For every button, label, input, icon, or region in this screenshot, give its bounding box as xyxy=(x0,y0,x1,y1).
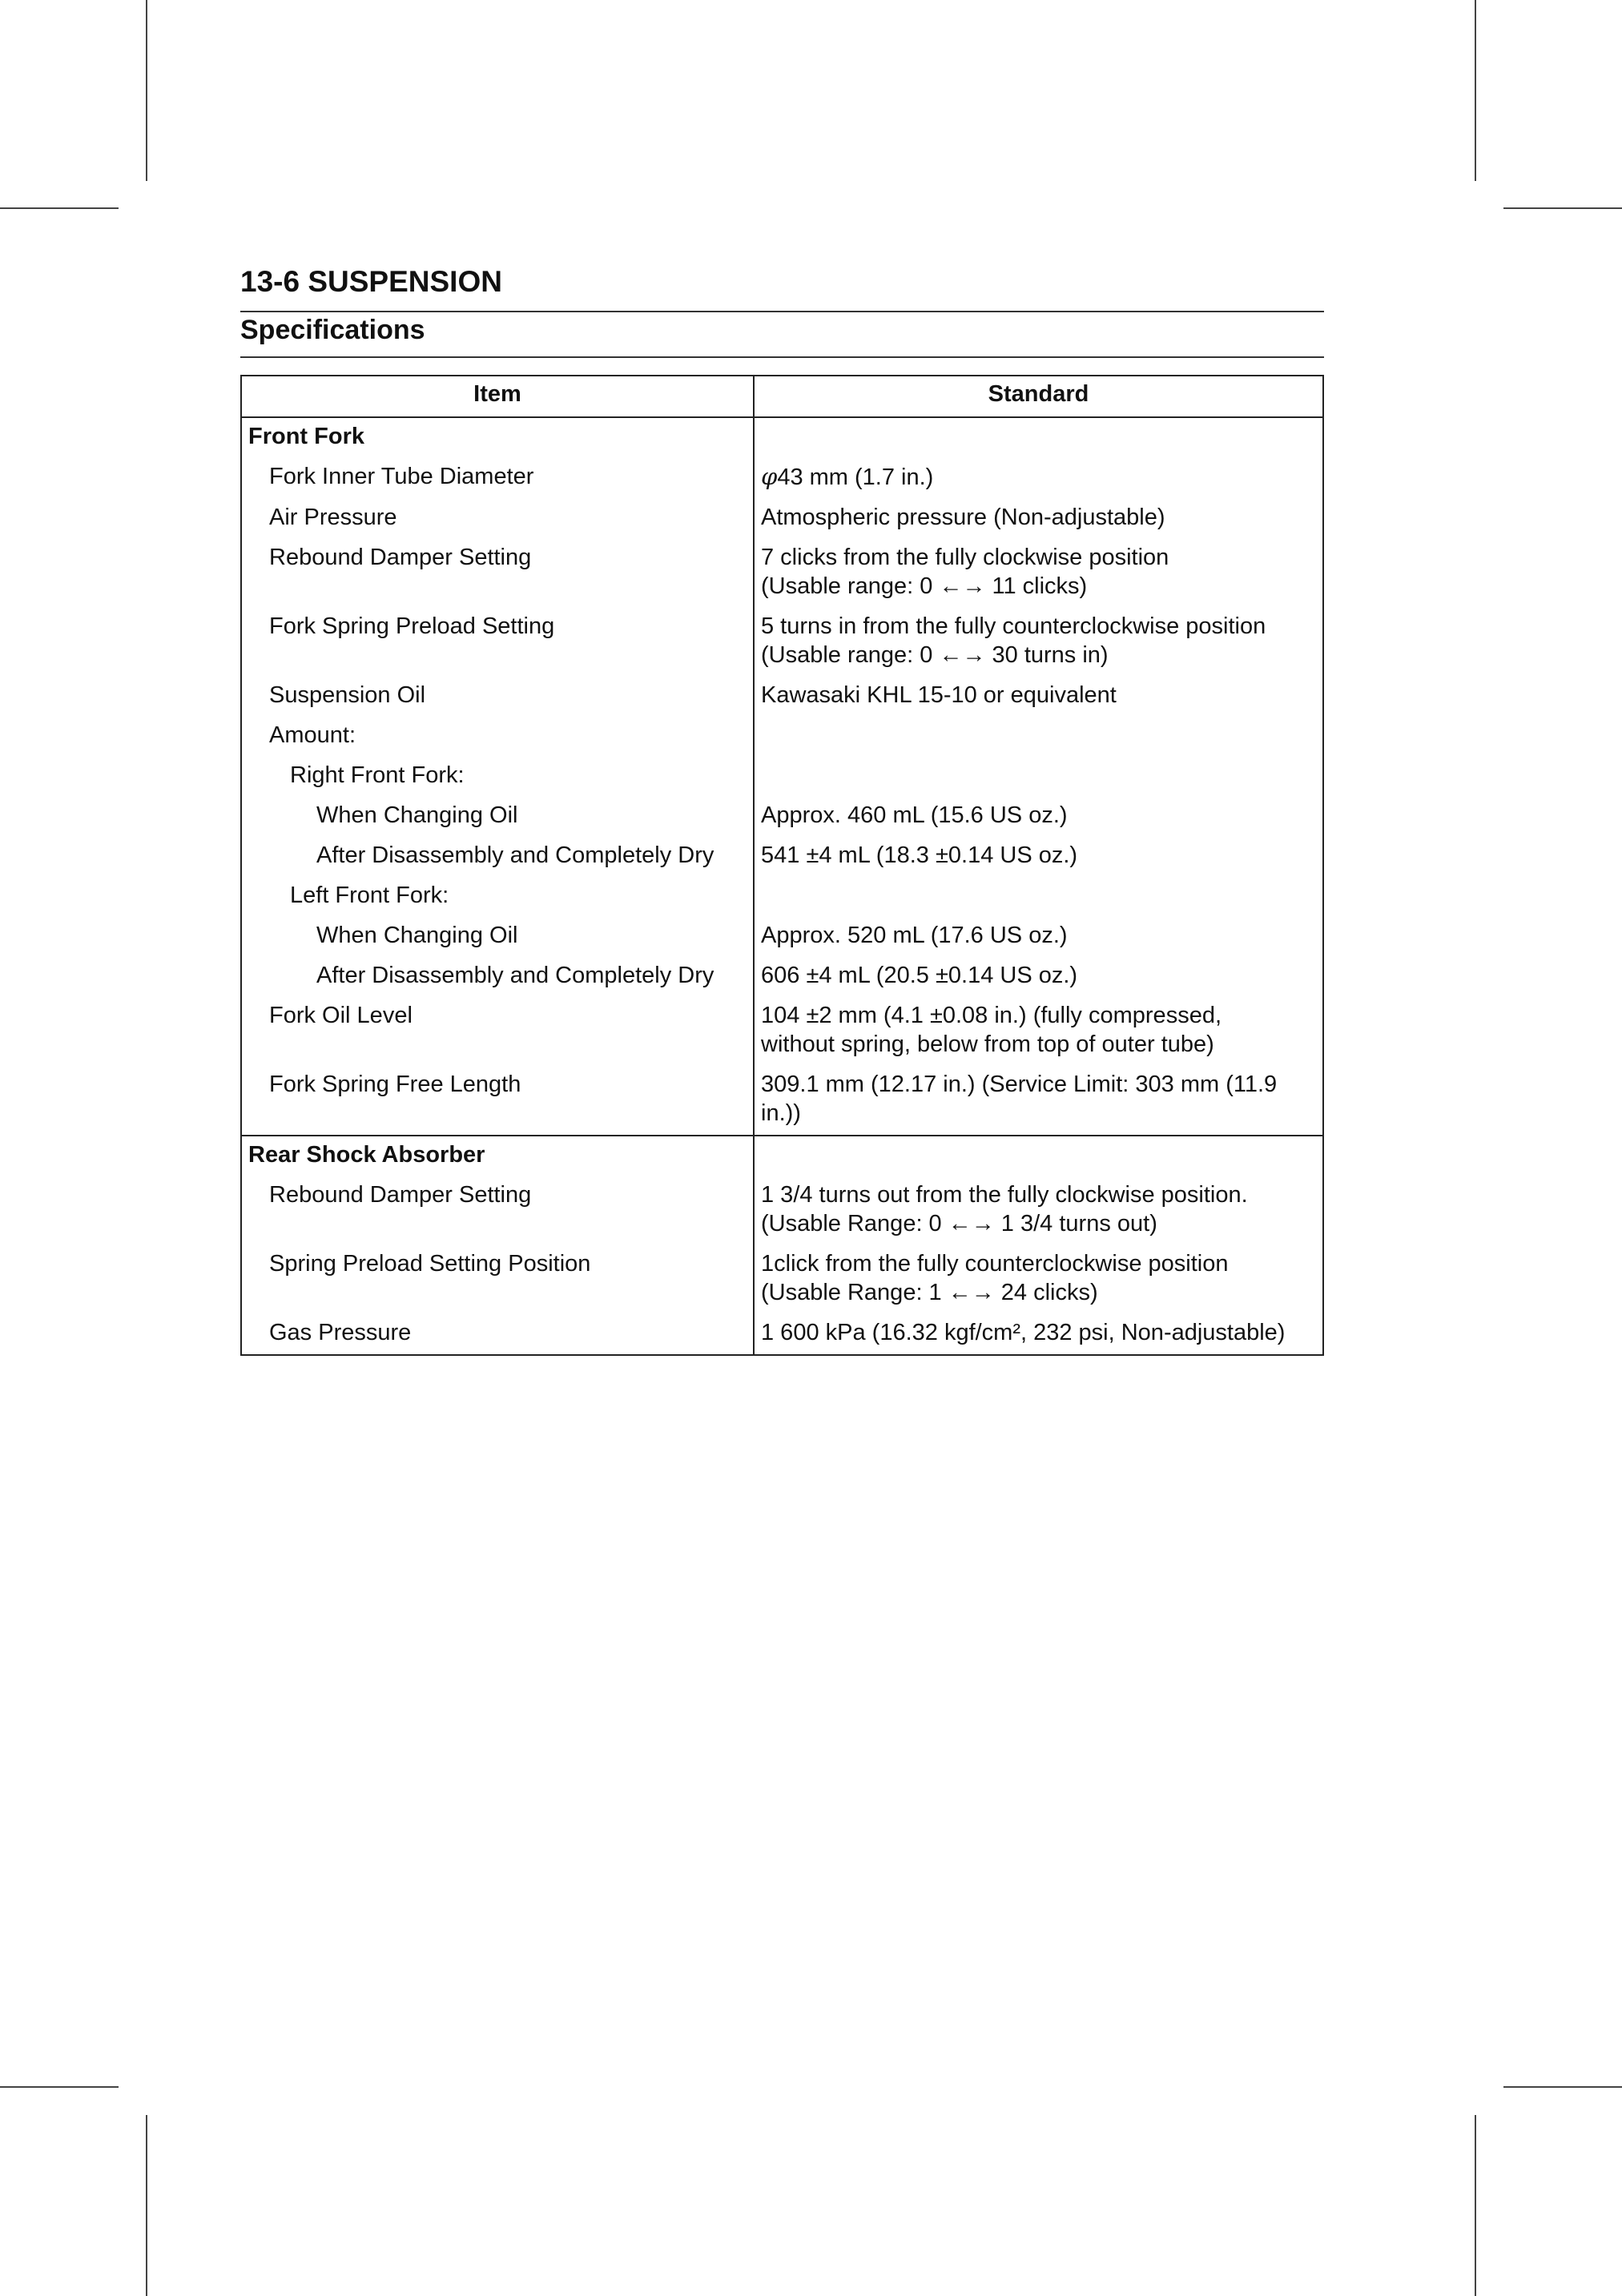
section-title: Specifications xyxy=(240,315,425,345)
item-label: Fork Spring Free Length xyxy=(241,1066,754,1136)
table-row xyxy=(241,797,1323,837)
group-row-rear-shock xyxy=(241,1136,1323,1176)
standard-value: 606 ±4 mL (20.5 ±0.14 US oz.) xyxy=(754,957,1323,997)
crop-mark xyxy=(146,0,147,181)
value-line: 104 ±2 mm (4.1 ±0.08 in.) (fully compressed, xyxy=(761,1003,1222,1028)
header-rule xyxy=(240,311,1324,312)
standard-value xyxy=(754,1066,1323,1136)
value-line: (Usable range: 0 ←→ 11 clicks) xyxy=(761,573,1088,599)
item-label: Rebound Damper Setting xyxy=(241,1176,754,1245)
group-label: Front Fork xyxy=(241,417,754,458)
value-line: (Usable Range: 1 ←→ 24 clicks) xyxy=(761,1280,1098,1305)
standard-value xyxy=(754,539,1323,608)
standard-value: Atmospheric pressure (Non-adjustable) xyxy=(754,499,1323,539)
empty-cell xyxy=(754,717,1323,757)
table-row xyxy=(241,539,1323,608)
empty-cell xyxy=(754,417,1323,458)
column-header-standard: Standard xyxy=(754,376,1323,417)
standard-value xyxy=(754,608,1323,677)
value-line: 309.1 mm (12.17 in.) (Service Limit: 303 mm (11.9 xyxy=(761,1072,1278,1097)
section-rule xyxy=(240,356,1324,358)
table-row xyxy=(241,997,1323,1066)
group-row-front-fork xyxy=(241,417,1323,458)
value-text: 43 mm (1.7 in.) xyxy=(777,464,934,490)
table-row xyxy=(241,757,1323,797)
value-line: in.)) xyxy=(761,1100,801,1126)
table-row xyxy=(241,677,1323,717)
table-row xyxy=(241,1066,1323,1136)
item-label: Fork Inner Tube Diameter xyxy=(241,458,754,499)
value-line: without spring, below from top of outer tube) xyxy=(761,1031,1214,1057)
crop-mark xyxy=(1503,207,1622,209)
item-label: Fork Spring Preload Setting xyxy=(241,608,754,677)
crop-mark xyxy=(1475,0,1476,181)
table-row xyxy=(241,608,1323,677)
value-line: 1 3/4 turns out from the fully clockwise position. xyxy=(761,1182,1248,1208)
standard-value xyxy=(754,1176,1323,1245)
item-label: Fork Oil Level xyxy=(241,997,754,1066)
table-row xyxy=(241,837,1323,877)
standard-value: Approx. 520 mL (17.6 US oz.) xyxy=(754,917,1323,957)
standard-value xyxy=(754,1245,1323,1314)
table-header-row xyxy=(241,376,1323,417)
item-label: When Changing Oil xyxy=(241,797,754,837)
table-row xyxy=(241,1176,1323,1245)
diameter-symbol: φ xyxy=(761,463,778,490)
standard-value: 1 600 kPa (16.32 kgf/cm², 232 psi, Non-adjustable) xyxy=(754,1314,1323,1355)
value-line: 7 clicks from the fully clockwise position xyxy=(761,545,1169,570)
table-row xyxy=(241,957,1323,997)
value-line: 1click from the fully counterclockwise position xyxy=(761,1251,1229,1277)
table-row xyxy=(241,917,1323,957)
standard-value xyxy=(754,458,1323,499)
empty-cell xyxy=(754,877,1323,917)
crop-mark xyxy=(0,2086,119,2088)
crop-mark xyxy=(1503,2086,1622,2088)
standard-value: Approx. 460 mL (15.6 US oz.) xyxy=(754,797,1323,837)
item-label: When Changing Oil xyxy=(241,917,754,957)
value-line: (Usable range: 0 ←→ 30 turns in) xyxy=(761,642,1109,668)
item-label: After Disassembly and Completely Dry xyxy=(241,957,754,997)
item-label: Spring Preload Setting Position xyxy=(241,1245,754,1314)
standard-value xyxy=(754,997,1323,1066)
item-label: Gas Pressure xyxy=(241,1314,754,1355)
item-label: Air Pressure xyxy=(241,499,754,539)
empty-cell xyxy=(754,1136,1323,1176)
item-label: After Disassembly and Completely Dry xyxy=(241,837,754,877)
crop-mark xyxy=(146,2115,147,2296)
column-header-item: Item xyxy=(241,376,754,417)
standard-value: 541 ±4 mL (18.3 ±0.14 US oz.) xyxy=(754,837,1323,877)
item-label: Suspension Oil xyxy=(241,677,754,717)
value-line: (Usable Range: 0 ←→ 1 3/4 turns out) xyxy=(761,1211,1157,1236)
table-row xyxy=(241,877,1323,917)
specifications-table xyxy=(240,375,1324,1356)
item-label: Amount: xyxy=(241,717,754,757)
item-label: Right Front Fork: xyxy=(241,757,754,797)
crop-mark xyxy=(1475,2115,1476,2296)
table-row xyxy=(241,1314,1323,1355)
table-row xyxy=(241,1245,1323,1314)
page-title: 13-6 SUSPENSION xyxy=(240,265,502,298)
empty-cell xyxy=(754,757,1323,797)
table-row xyxy=(241,499,1323,539)
value-line: 5 turns in from the fully counterclockwise position xyxy=(761,613,1266,639)
item-label: Left Front Fork: xyxy=(241,877,754,917)
standard-value: Kawasaki KHL 15-10 or equivalent xyxy=(754,677,1323,717)
group-label: Rear Shock Absorber xyxy=(241,1136,754,1176)
table-row xyxy=(241,717,1323,757)
item-label: Rebound Damper Setting xyxy=(241,539,754,608)
table-row xyxy=(241,458,1323,499)
crop-mark xyxy=(0,207,119,209)
